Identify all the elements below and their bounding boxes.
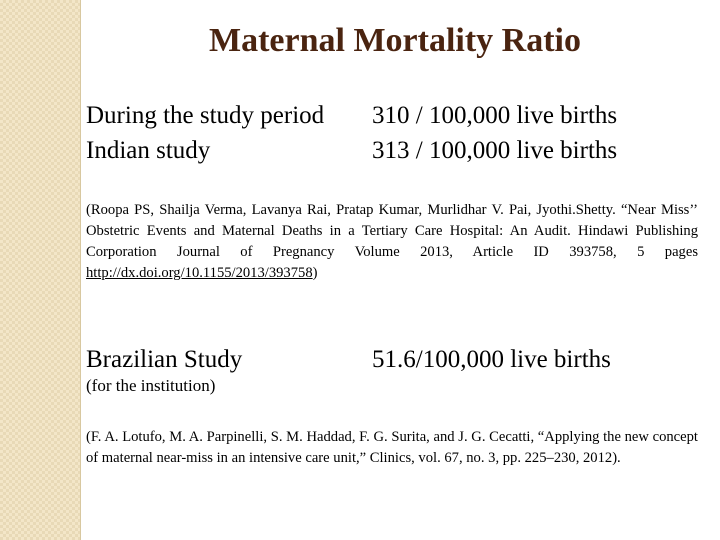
- reference-roopa: [86, 200, 698, 284]
- study-period-label: During the study period: [86, 102, 325, 129]
- reference-lotufo: (F. A. Lotufo, M. A. Parpinelli, S. M. Haddad, F. G. Surita, and J. G. Cecatti, “Applying the new concept of maternal near-miss in an intensive care unit,” Clinics, vol. 67, no. 3, pp. 225–230, 2012).: [86, 429, 698, 466]
- reference-roopa-close: ): [312, 265, 318, 281]
- decorative-side-band: [0, 0, 80, 540]
- doi-link[interactable]: http://dx.doi.org/10.1155/2013/393758: [86, 265, 313, 281]
- reference-roopa-text: (Roopa PS, Shailja Verma, Lavanya Rai, Pratap Kumar, Murlidhar V. Pai, Jyothi.Shetty. “Near Miss’’ Obstetric Events and Maternal Deaths in a Tertiary Care Hospital: An Audit. Hindawi Publishing Corporation Journal of Pregnancy Volume 2013, Article ID 393758, 5 pages: [86, 202, 698, 260]
- indian-study-label: Indian study: [86, 137, 211, 164]
- study-period-value: 310 / 100,000 live births: [372, 102, 618, 129]
- indian-study-value: 313 / 100,000 live births: [372, 137, 618, 164]
- indian-study-row: [86, 136, 618, 166]
- brazilian-study-label: Brazilian Study: [86, 346, 243, 373]
- brazilian-study-value: 51.6/100,000 live births: [372, 346, 611, 373]
- brazilian-study-row: [86, 345, 611, 375]
- slide-title: Maternal Mortality Ratio: [209, 22, 581, 59]
- study-period-row: [86, 101, 618, 131]
- brazilian-study-subtitle: (for the institution): [86, 376, 216, 395]
- side-divider: [80, 0, 81, 540]
